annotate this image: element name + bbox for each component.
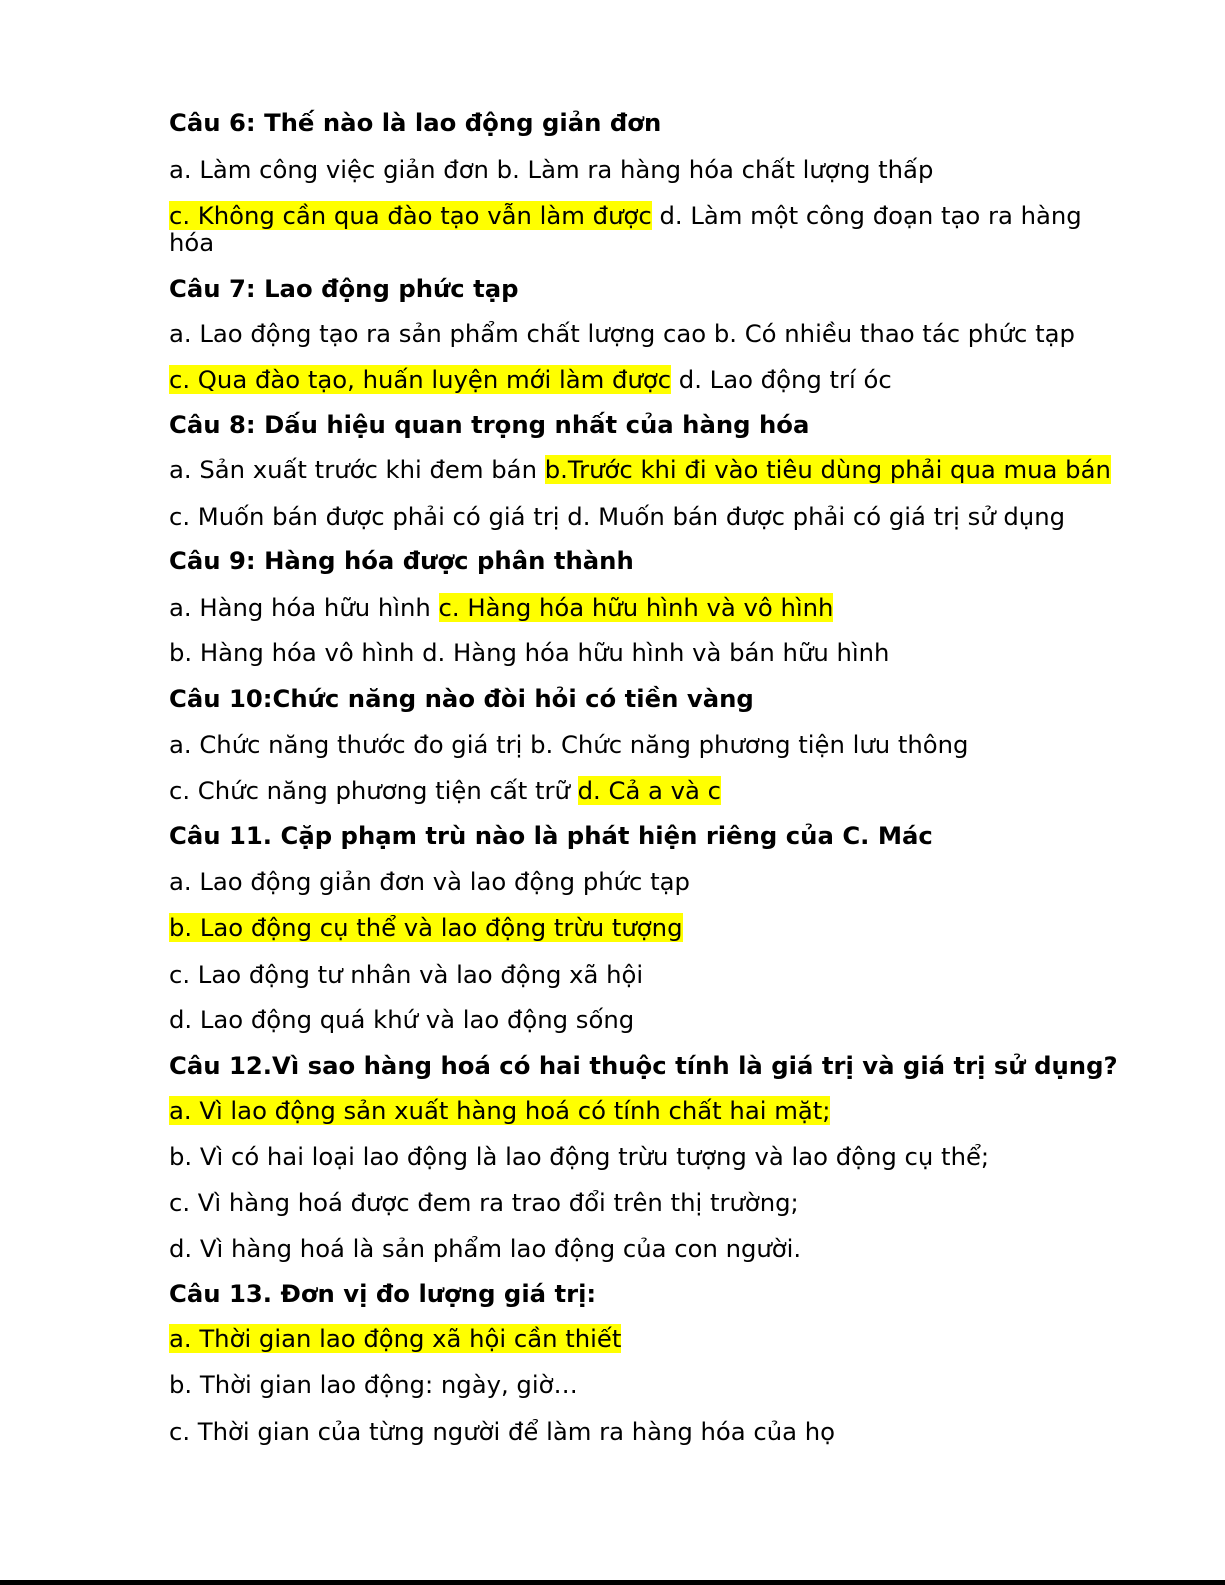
- answer-line: [169, 961, 1099, 989]
- text-segment: Câu 13. Đơn vị đo lượng giá trị:: [169, 1279, 597, 1308]
- answer-line: [169, 1189, 1099, 1217]
- answer-line: [169, 777, 1099, 805]
- text-segment: d. Vì hàng hoá là sản phẩm lao động của con người.: [169, 1234, 802, 1263]
- text-segment: d. Lao động quá khứ và lao động sống: [169, 1005, 635, 1034]
- text-segment: Câu 9: Hàng hóa được phân thành: [169, 546, 634, 575]
- text-segment: c. Vì hàng hoá được đem ra trao đổi trên thị trường;: [169, 1188, 799, 1217]
- text-segment: a. Làm công việc giản đơn b. Làm ra hàng hóa chất lượng thấp: [169, 155, 934, 184]
- text-segment: b. Thời gian lao động: ngày, giờ…: [169, 1370, 578, 1399]
- question-heading: [169, 1280, 1099, 1308]
- answer-line: [169, 914, 1099, 942]
- answer-line: [169, 1097, 1099, 1125]
- answer-line: [169, 594, 1099, 622]
- question-heading: [169, 411, 1099, 439]
- text-segment: Câu 8: Dấu hiệu quan trọng nhất của hàng hóa: [169, 410, 810, 439]
- text-segment: a. Hàng hóa hữu hình: [169, 593, 439, 622]
- answer-line: [169, 455, 1111, 484]
- text-segment: c. Muốn bán được phải có giá trị d. Muốn bán được phải có giá trị sử dụng: [169, 502, 1066, 531]
- highlighted-answer: b.Trước khi đi vào tiêu dùng phải qua mua bán: [544, 455, 1111, 484]
- highlighted-answer: a. Thời gian lao động xã hội cần thiết: [169, 1324, 622, 1353]
- question-heading: [169, 822, 1099, 850]
- document-page: [169, 108, 1118, 1446]
- question-heading: [169, 275, 1099, 303]
- answer-line: [169, 1418, 1099, 1446]
- question-heading: [169, 109, 1099, 137]
- text-segment: c. Thời gian của từng người để làm ra hàng hóa của họ: [169, 1417, 836, 1446]
- answer-line: [169, 868, 1099, 896]
- text-segment: Câu 12.Vì sao hàng hoá có hai thuộc tính là giá trị và giá trị sử dụng?: [169, 1051, 1118, 1080]
- answer-line: [169, 1235, 1099, 1263]
- answer-line: [169, 156, 1099, 184]
- text-segment: b. Hàng hóa vô hình d. Hàng hóa hữu hình và bán hữu hình: [169, 638, 890, 667]
- question-heading: [169, 1051, 1118, 1080]
- text-segment: Câu 10:Chức năng nào đòi hỏi có tiền vàng: [169, 684, 754, 713]
- question-heading: [169, 685, 1099, 713]
- highlighted-answer: c. Hàng hóa hữu hình và vô hình: [438, 593, 834, 622]
- highlighted-answer: d. Cả a và c: [577, 776, 722, 805]
- answer-line: [169, 1006, 1099, 1034]
- highlighted-answer: c. Qua đào tạo, huấn luyện mới làm được: [169, 365, 672, 394]
- answer-line: [169, 366, 1099, 394]
- highlighted-answer: c. Không cần qua đào tạo vẫn làm được: [169, 201, 652, 230]
- question-heading: [169, 547, 1099, 575]
- text-segment: d. Lao động trí óc: [671, 365, 892, 394]
- answer-line: [169, 1143, 1099, 1171]
- answer-line: [169, 1371, 1099, 1399]
- highlighted-answer: a. Vì lao động sản xuất hàng hoá có tính chất hai mặt;: [169, 1096, 831, 1125]
- text-segment: a. Chức năng thước đo giá trị b. Chức năng phương tiện lưu thông: [169, 730, 969, 759]
- page-bottom-rule: [0, 1580, 1225, 1585]
- text-segment: a. Sản xuất trước khi đem bán: [169, 455, 545, 484]
- answer-line: [169, 320, 1099, 348]
- text-segment: a. Lao động tạo ra sản phẩm chất lượng cao b. Có nhiều thao tác phức tạp: [169, 319, 1075, 348]
- text-segment: d. Làm một công đoạn tạo ra hàng hóa: [169, 201, 1082, 257]
- highlighted-answer: b. Lao động cụ thể và lao động trừu tượng: [169, 913, 683, 942]
- answer-line: [169, 202, 1099, 256]
- answer-line: [169, 503, 1099, 531]
- text-segment: Câu 11. Cặp phạm trù nào là phát hiện riêng của C. Mác: [169, 821, 933, 850]
- text-segment: b. Vì có hai loại lao động là lao động trừu tượng và lao động cụ thể;: [169, 1142, 990, 1171]
- text-segment: Câu 7: Lao động phức tạp: [169, 274, 519, 303]
- text-segment: a. Lao động giản đơn và lao động phức tạp: [169, 867, 690, 896]
- answer-line: [169, 1325, 1099, 1353]
- text-segment: Câu 6: Thế nào là lao động giản đơn: [169, 108, 662, 137]
- text-segment: c. Lao động tư nhân và lao động xã hội: [169, 960, 644, 989]
- answer-line: [169, 639, 1099, 667]
- answer-line: [169, 731, 1099, 759]
- text-segment: c. Chức năng phương tiện cất trữ: [169, 776, 578, 805]
